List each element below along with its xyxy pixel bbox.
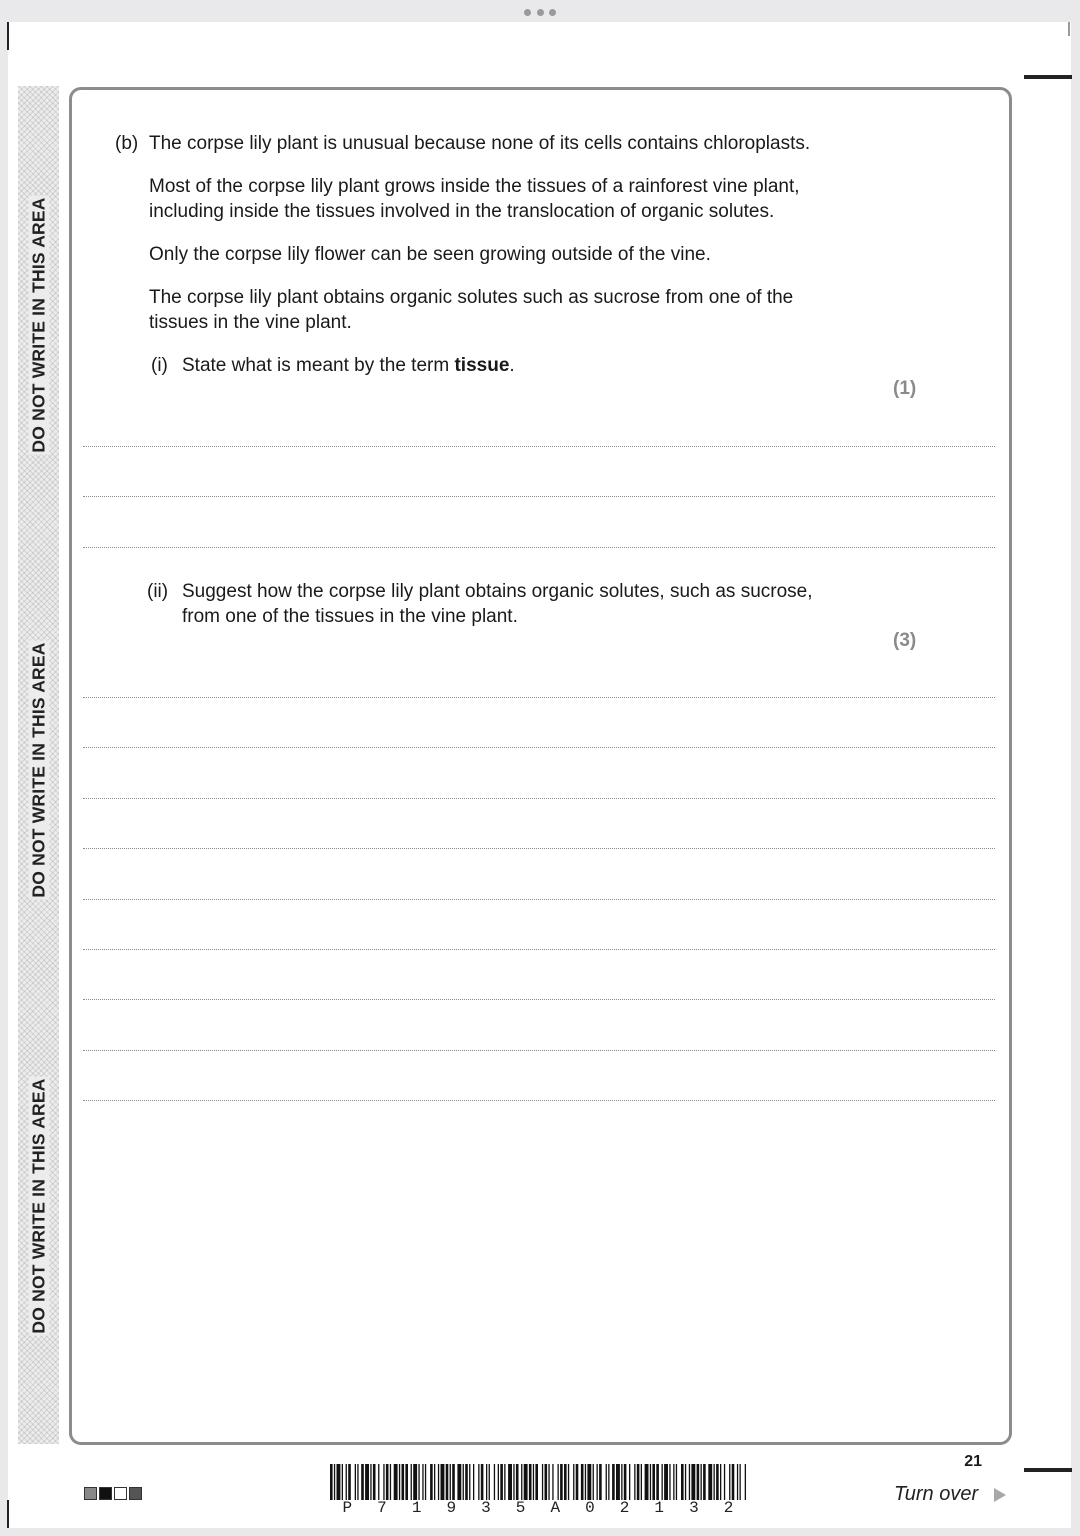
crop-mark-bottom-right: [1024, 1468, 1072, 1472]
crop-mark-top-left: [7, 22, 9, 50]
barcode-bar: [701, 1464, 702, 1500]
barcode-bar: [612, 1464, 615, 1500]
barcode-bar: [452, 1464, 455, 1500]
barcode-bar: [425, 1464, 426, 1500]
barcode-bar: [402, 1464, 405, 1500]
barcode-bar: [478, 1464, 479, 1500]
barcode-bar: [697, 1464, 700, 1500]
sub-question-i-label: (i): [151, 355, 168, 376]
sub-question-ii-line-1: Suggest how the corpse lily plant obtains organic solutes, such as sucrose,: [182, 581, 813, 602]
barcode-bar: [500, 1464, 503, 1500]
barcode-bar: [463, 1464, 464, 1500]
barcode-bar: [724, 1464, 725, 1500]
barcode-bar: [650, 1464, 651, 1500]
window-drag-handle[interactable]: [524, 9, 556, 19]
barcode-bar: [681, 1464, 684, 1500]
answer-line[interactable]: [83, 747, 995, 748]
barcode-bar: [394, 1464, 398, 1500]
crop-mark-bottom-left: [7, 1500, 9, 1528]
barcode-bar: [390, 1464, 391, 1500]
barcode-bar: [342, 1464, 343, 1500]
barcode-bar: [599, 1464, 602, 1500]
barcode-bar: [691, 1464, 695, 1500]
paragraph-1-line-2: including inside the tissues involved in the translocation of organic solutes.: [149, 201, 775, 222]
barcode-bar: [608, 1464, 609, 1500]
barcode-bar: [669, 1464, 670, 1500]
sub-question-ii-line-2: from one of the tissues in the vine plant.: [182, 606, 518, 627]
barcode-bar: [430, 1464, 433, 1500]
barcode-bar: [740, 1464, 741, 1500]
barcode-bar: [745, 1464, 746, 1500]
barcode-bar: [558, 1464, 559, 1500]
barcode-bar: [573, 1464, 574, 1500]
answer-line[interactable]: [83, 949, 995, 950]
answer-line[interactable]: [83, 496, 995, 497]
barcode-bar: [716, 1464, 719, 1500]
barcode-bar: [714, 1464, 715, 1500]
barcode-bar: [732, 1464, 735, 1500]
sub-question-ii-label: (ii): [147, 581, 169, 602]
page-number: 21: [964, 1453, 982, 1470]
barcode-bar: [560, 1464, 563, 1500]
barcode-bar: [737, 1464, 738, 1500]
barcode-bar: [422, 1464, 423, 1500]
sub-question-i-text: State what is meant by the term tissue.: [182, 355, 515, 376]
barcode-bar: [481, 1464, 484, 1500]
barcode-bar: [652, 1464, 655, 1500]
paragraph-2: Only the corpse lily flower can be seen growing outside of the vine.: [149, 244, 711, 265]
marker-square: [129, 1487, 142, 1500]
barcode-bar: [413, 1464, 417, 1500]
barcode-bar: [581, 1464, 584, 1500]
barcode-bar: [411, 1464, 412, 1500]
arrow-right-icon: [994, 1488, 1006, 1502]
turn-over-label: Turn over: [894, 1483, 979, 1505]
barcode-bar: [469, 1464, 470, 1500]
barcode-bar: [334, 1464, 335, 1500]
barcode-bar: [438, 1464, 439, 1500]
barcode-bar: [587, 1464, 591, 1500]
barcode-bar: [370, 1464, 371, 1500]
barcode-bar: [355, 1464, 356, 1500]
barcode-bar: [616, 1464, 620, 1500]
barcode-bar: [542, 1464, 543, 1500]
barcode-bar: [494, 1464, 495, 1500]
barcode-bar: [378, 1464, 379, 1500]
marker-square: [84, 1487, 97, 1500]
answer-line[interactable]: [83, 899, 995, 900]
paragraph-3-line-2: tissues in the vine plant.: [149, 312, 352, 333]
barcode-bar: [606, 1464, 607, 1500]
crop-mark-corner: [1068, 22, 1070, 36]
barcode-bar: [383, 1464, 384, 1500]
barcode-bar: [656, 1464, 659, 1500]
page-marker-squares: [84, 1487, 142, 1500]
answer-line[interactable]: [83, 1100, 995, 1101]
barcode-bar: [593, 1464, 594, 1500]
answer-line[interactable]: [83, 999, 995, 1000]
barcode-bar: [516, 1464, 519, 1500]
barcode-bar: [634, 1464, 635, 1500]
barcode-bar: [457, 1464, 461, 1500]
barcode-bar: [585, 1464, 586, 1500]
crop-mark-top-right: [1024, 75, 1072, 79]
barcode-bar: [535, 1464, 538, 1500]
marks-i: (1): [893, 378, 917, 399]
barcode-bar: [673, 1464, 674, 1500]
barcode-bar: [348, 1464, 351, 1500]
answer-line[interactable]: [83, 446, 995, 447]
barcode-bar: [498, 1464, 499, 1500]
barcode-bar: [418, 1464, 419, 1500]
barcode-bar: [386, 1464, 389, 1500]
barcode-bar: [629, 1464, 630, 1500]
barcode-bar: [552, 1464, 553, 1500]
barcode-bar: [529, 1464, 532, 1500]
barcode-bar: [337, 1464, 341, 1500]
paragraph-3-line-1: The corpse lily plant obtains organic solutes such as sucrose from one of the: [149, 287, 794, 308]
barcode-bar: [489, 1464, 490, 1500]
answer-line[interactable]: [83, 547, 995, 548]
barcode-bar: [624, 1464, 627, 1500]
barcode-bar: [361, 1464, 364, 1500]
barcode-bar: [568, 1464, 569, 1500]
marker-square: [99, 1487, 112, 1500]
barcode-bar: [508, 1464, 512, 1500]
barcode-bar: [486, 1464, 487, 1500]
barcode-bar: [441, 1464, 445, 1500]
barcode-bar: [545, 1464, 548, 1500]
barcode-bar: [708, 1464, 712, 1500]
barcode-bar: [399, 1464, 400, 1500]
answer-line[interactable]: [83, 848, 995, 849]
barcode-bar: [637, 1464, 640, 1500]
paragraph-1-line-1: Most of the corpse lily plant grows inside the tissues of a rainforest vine plant,: [149, 176, 800, 197]
answer-line[interactable]: [83, 798, 995, 799]
barcode-bar: [446, 1464, 449, 1500]
barcode-bar: [729, 1464, 730, 1500]
barcode-bar: [357, 1464, 358, 1500]
marks-ii: (3): [893, 630, 917, 651]
barcode-bar: [365, 1464, 369, 1500]
barcode-bar: [576, 1464, 579, 1500]
answer-line[interactable]: [83, 697, 995, 698]
barcode: [330, 1464, 746, 1500]
part-label-b: (b): [115, 133, 139, 154]
barcode-bar: [664, 1464, 668, 1500]
barcode-bar: [645, 1464, 649, 1500]
answer-line[interactable]: [83, 1050, 995, 1051]
barcode-bar: [689, 1464, 690, 1500]
barcode-bar: [703, 1464, 706, 1500]
barcode-text: P 7 1 9 3 5 A 0 2 1 3 2: [342, 1499, 734, 1517]
barcode-bar: [450, 1464, 451, 1500]
barcode-bar: [465, 1464, 468, 1500]
barcode-bar: [685, 1464, 686, 1500]
barcode-bar: [504, 1464, 505, 1500]
barcode-bar: [597, 1464, 598, 1500]
barcode-bar: [513, 1464, 514, 1500]
bold-term: tissue: [454, 355, 510, 376]
barcode-bar: [521, 1464, 522, 1500]
barcode-bar: [548, 1464, 549, 1500]
barcode-bar: [621, 1464, 622, 1500]
barcode-bar: [720, 1464, 721, 1500]
barcode-bar: [330, 1464, 333, 1500]
barcode-bar: [533, 1464, 534, 1500]
barcode-bar: [564, 1464, 567, 1500]
barcode-bar: [434, 1464, 435, 1500]
barcode-bar: [473, 1464, 474, 1500]
marker-square: [114, 1487, 127, 1500]
barcode-bar: [405, 1464, 408, 1500]
barcode-bar: [662, 1464, 663, 1500]
barcode-bar: [524, 1464, 528, 1500]
barcode-bar: [676, 1464, 677, 1500]
question-intro: The corpse lily plant is unusual because none of its cells contains chloroplasts.: [149, 133, 811, 154]
barcode-bar: [373, 1464, 376, 1500]
barcode-bar: [641, 1464, 642, 1500]
barcode-bar: [346, 1464, 347, 1500]
